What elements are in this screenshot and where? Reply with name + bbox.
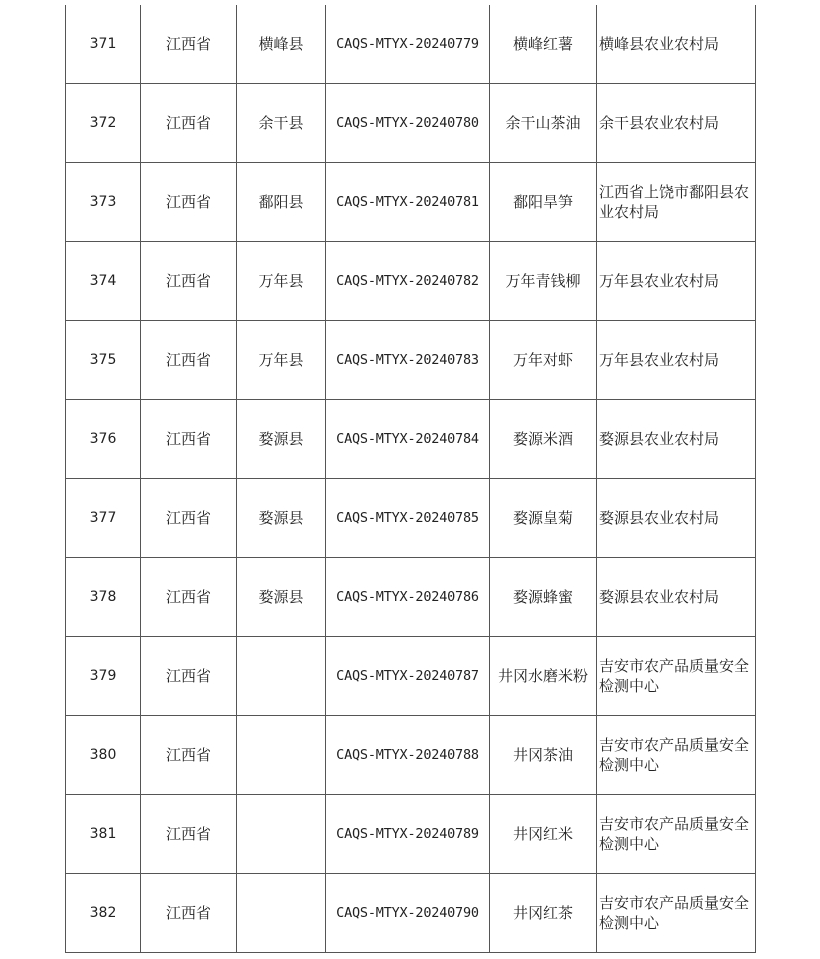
product-name-cell: 婺源蜂蜜 [490, 558, 597, 637]
table-row [66, 479, 756, 558]
table-row [66, 874, 756, 953]
row-number: 382 [66, 874, 141, 953]
table-row [66, 400, 756, 479]
registration-code-cell: CAQS-MTYX-20240783 [326, 321, 490, 400]
province-cell: 江西省 [141, 716, 237, 795]
product-name-cell: 井冈红米 [490, 795, 597, 874]
product-name-cell: 鄱阳旱笋 [490, 163, 597, 242]
county-cell [237, 637, 326, 716]
county-cell: 鄱阳县 [237, 163, 326, 242]
row-number: 374 [66, 242, 141, 321]
province-cell: 江西省 [141, 874, 237, 953]
registration-code-cell: CAQS-MTYX-20240790 [326, 874, 490, 953]
registration-code-cell: CAQS-MTYX-20240786 [326, 558, 490, 637]
province-cell: 江西省 [141, 5, 237, 84]
organization-cell: 余干县农业农村局 [597, 84, 756, 163]
province-cell: 江西省 [141, 795, 237, 874]
province-cell: 江西省 [141, 242, 237, 321]
county-cell: 余干县 [237, 84, 326, 163]
product-name-cell: 横峰红薯 [490, 5, 597, 84]
county-cell [237, 716, 326, 795]
registration-code-cell: CAQS-MTYX-20240782 [326, 242, 490, 321]
product-name-cell: 井冈水磨米粉 [490, 637, 597, 716]
table-row [66, 163, 756, 242]
organization-cell: 吉安市农产品质量安全检测中心 [597, 637, 756, 716]
organization-cell: 江西省上饶市鄱阳县农业农村局 [597, 163, 756, 242]
row-number: 373 [66, 163, 141, 242]
registration-code-cell: CAQS-MTYX-20240780 [326, 84, 490, 163]
registration-code-cell: CAQS-MTYX-20240788 [326, 716, 490, 795]
row-number: 372 [66, 84, 141, 163]
row-number: 376 [66, 400, 141, 479]
province-cell: 江西省 [141, 558, 237, 637]
registration-code-cell: CAQS-MTYX-20240779 [326, 5, 490, 84]
product-name-cell: 万年对虾 [490, 321, 597, 400]
registry-table [65, 5, 756, 953]
table-row [66, 242, 756, 321]
row-number: 378 [66, 558, 141, 637]
province-cell: 江西省 [141, 163, 237, 242]
row-number: 375 [66, 321, 141, 400]
product-name-cell: 井冈红茶 [490, 874, 597, 953]
province-cell: 江西省 [141, 84, 237, 163]
table-row [66, 321, 756, 400]
product-name-cell: 井冈茶油 [490, 716, 597, 795]
table-row [66, 84, 756, 163]
organization-cell: 婺源县农业农村局 [597, 558, 756, 637]
registration-code-cell: CAQS-MTYX-20240781 [326, 163, 490, 242]
registration-code-cell: CAQS-MTYX-20240787 [326, 637, 490, 716]
table-row [66, 5, 756, 84]
organization-cell: 横峰县农业农村局 [597, 5, 756, 84]
county-cell: 万年县 [237, 321, 326, 400]
row-number: 371 [66, 5, 141, 84]
organization-cell: 吉安市农产品质量安全检测中心 [597, 795, 756, 874]
product-name-cell: 婺源米酒 [490, 400, 597, 479]
province-cell: 江西省 [141, 400, 237, 479]
table-row [66, 716, 756, 795]
province-cell: 江西省 [141, 637, 237, 716]
organization-cell: 吉安市农产品质量安全检测中心 [597, 874, 756, 953]
table-row [66, 795, 756, 874]
table-row [66, 637, 756, 716]
organization-cell: 万年县农业农村局 [597, 242, 756, 321]
row-number: 379 [66, 637, 141, 716]
province-cell: 江西省 [141, 479, 237, 558]
county-cell: 横峰县 [237, 5, 326, 84]
county-cell [237, 874, 326, 953]
organization-cell: 万年县农业农村局 [597, 321, 756, 400]
organization-cell: 婺源县农业农村局 [597, 400, 756, 479]
registration-code-cell: CAQS-MTYX-20240785 [326, 479, 490, 558]
product-name-cell: 万年青钱柳 [490, 242, 597, 321]
county-cell: 婺源县 [237, 479, 326, 558]
row-number: 380 [66, 716, 141, 795]
county-cell: 婺源县 [237, 400, 326, 479]
province-cell: 江西省 [141, 321, 237, 400]
product-name-cell: 余干山茶油 [490, 84, 597, 163]
organization-cell: 吉安市农产品质量安全检测中心 [597, 716, 756, 795]
county-cell: 万年县 [237, 242, 326, 321]
row-number: 377 [66, 479, 141, 558]
row-number: 381 [66, 795, 141, 874]
table-row [66, 558, 756, 637]
product-name-cell: 婺源皇菊 [490, 479, 597, 558]
county-cell: 婺源县 [237, 558, 326, 637]
organization-cell: 婺源县农业农村局 [597, 479, 756, 558]
county-cell [237, 795, 326, 874]
registration-code-cell: CAQS-MTYX-20240789 [326, 795, 490, 874]
registration-code-cell: CAQS-MTYX-20240784 [326, 400, 490, 479]
